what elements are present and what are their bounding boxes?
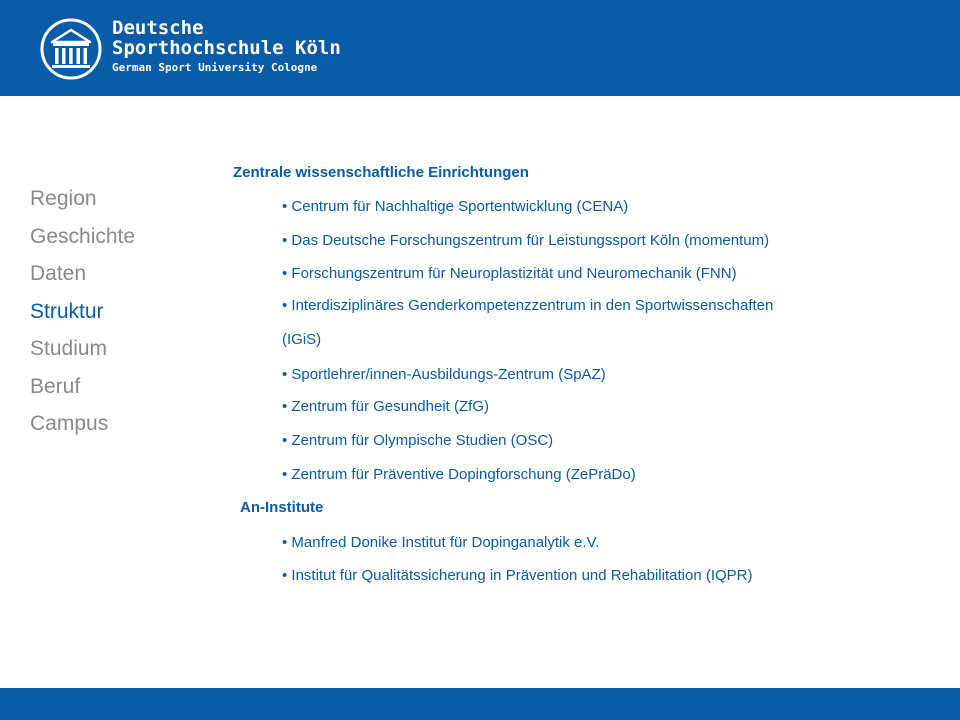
footer-bar <box>0 688 960 720</box>
list-item: • Centrum für Nachhaltige Sportentwicklung (CENA) <box>282 198 629 215</box>
list-item: • Sportlehrer/innen-Ausbildungs-Zentrum (SpAZ) <box>282 366 606 383</box>
nav-item-beruf[interactable]: Beruf <box>30 374 81 398</box>
brand-name-line1: Deutsche <box>112 17 204 39</box>
brand-name-line2: Sporthochschule Köln <box>112 37 341 59</box>
list-item: • Institut für Qualitätssicherung in Prävention und Rehabilitation (IQPR) <box>282 567 753 584</box>
list-item: • Zentrum für Gesundheit (ZfG) <box>282 398 489 415</box>
list-item: • Zentrum für Olympische Studien (OSC) <box>282 432 554 449</box>
nav-item-daten[interactable]: Daten <box>30 262 87 285</box>
section-title-an-institute: An-Institute <box>240 499 324 516</box>
list-item: • Manfred Donike Institut für Dopinganalytik e.V. <box>282 534 600 551</box>
nav-item-campus[interactable]: Campus <box>30 412 109 435</box>
nav-item-region[interactable]: Region <box>30 187 97 210</box>
section-title-central-institutions: Zentrale wissenschaftliche Einrichtungen <box>233 164 529 181</box>
list-item: • Forschungszentrum für Neuroplastizität und Neuromechanik (FNN) <box>282 265 737 282</box>
list-item-continuation: (IGiS) <box>282 331 322 348</box>
list-item: • Zentrum für Präventive Dopingforschung (ZePräDo) <box>282 466 636 483</box>
nav-item-struktur[interactable]: Struktur <box>30 299 104 323</box>
nav-item-geschichte[interactable]: Geschichte <box>30 224 136 248</box>
brand-name-english: German Sport University Cologne <box>112 61 318 74</box>
list-item: • Interdisziplinäres Genderkompetenzzentrum in den Sportwissenschaften <box>282 297 774 314</box>
nav-item-studium[interactable]: Studium <box>30 337 108 360</box>
list-item: • Das Deutsche Forschungszentrum für Leistungssport Köln (momentum) <box>282 232 770 249</box>
